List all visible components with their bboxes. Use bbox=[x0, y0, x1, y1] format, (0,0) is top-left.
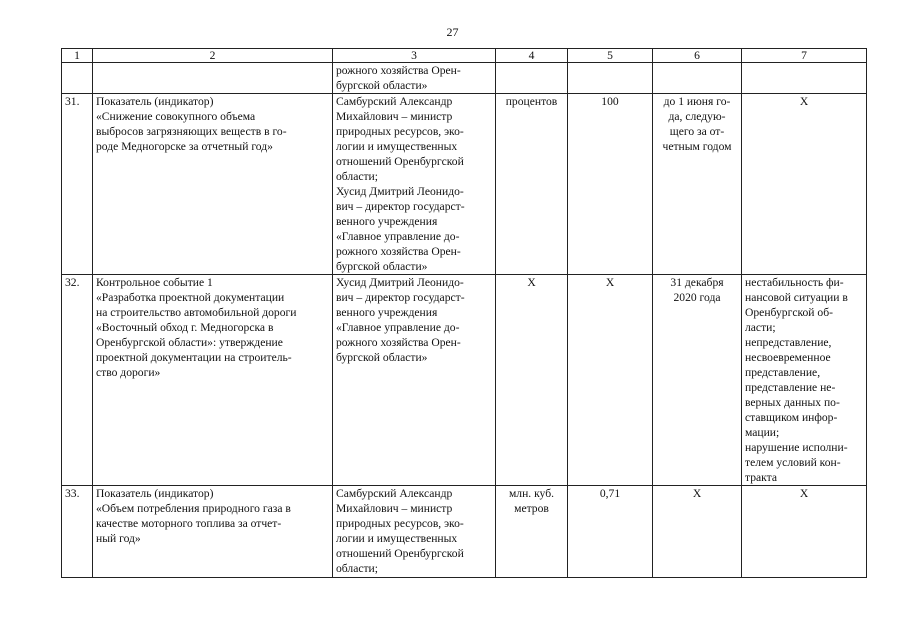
row-deadline: 31 декабря 2020 года bbox=[653, 275, 742, 486]
row-unit: X bbox=[496, 275, 568, 486]
header-col-5: 5 bbox=[568, 49, 653, 63]
header-col-1: 1 bbox=[62, 49, 93, 63]
row-description: Контрольное событие 1 «Разработка проектной документации на строительство автомобильной дороги «Восточный обход г. Медногорска в Оренбургской области»: утверждение проектной документации на строитель- ство дороги» bbox=[93, 275, 333, 486]
row-responsible: Хусид Дмитрий Леонидо- вич – директор государст- венного учреждения «Главное управление до- рожного хозяйства Орен- бургской области» bbox=[333, 275, 496, 486]
header-col-2: 2 bbox=[93, 49, 333, 63]
row-value: 100 bbox=[568, 94, 653, 275]
row-responsible: Самбурский Александр Михайлович – министр природных ресурсов, эко- логии и имущественных отношений Оренбургской области; Хусид Дмитрий Леонидо- вич – директор государст- венного учреждения «Главное управление до- рожного хозяйства Орен- бургской области» bbox=[333, 94, 496, 275]
row-unit: процентов bbox=[496, 94, 568, 275]
page-number: 27 bbox=[446, 25, 459, 39]
row-risks: X bbox=[742, 486, 867, 578]
row-deadline: до 1 июня го- да, следую- щего за от- четным годом bbox=[653, 94, 742, 275]
row-number: 32. bbox=[62, 275, 93, 486]
header-row bbox=[62, 49, 867, 63]
row-unit: млн. куб. метров bbox=[496, 486, 568, 578]
plan-table bbox=[61, 48, 867, 578]
continuation-responsible: рожного хозяйства Орен- бургской области» bbox=[333, 63, 496, 94]
continuation-row bbox=[62, 63, 867, 94]
row-value: 0,71 bbox=[568, 486, 653, 578]
row-description: Показатель (индикатор) «Снижение совокупного объема выбросов загрязняющих веществ в го- роде Медногорске за отчетный год» bbox=[93, 94, 333, 275]
row-risks: нестабильность фи- нансовой ситуации в Оренбургской об- ласти; непредставление, несвоевременное представление, представление не- верных данных по- ставщиком инфор- мации; нарушение исполни- телем условий кон- тракта bbox=[742, 275, 867, 486]
row-value: X bbox=[568, 275, 653, 486]
table-row bbox=[62, 486, 867, 578]
row-deadline: X bbox=[653, 486, 742, 578]
row-responsible: Самбурский Александр Михайлович – министр природных ресурсов, эко- логии и имущественных отношений Оренбургской области; bbox=[333, 486, 496, 578]
header-col-7: 7 bbox=[742, 49, 867, 63]
row-risks: X bbox=[742, 94, 867, 275]
row-number: 31. bbox=[62, 94, 93, 275]
header-col-3: 3 bbox=[333, 49, 496, 63]
table-row bbox=[62, 275, 867, 486]
header-col-4: 4 bbox=[496, 49, 568, 63]
row-number: 33. bbox=[62, 486, 93, 578]
table-row bbox=[62, 94, 867, 275]
row-description: Показатель (индикатор) «Объем потребления природного газа в качестве моторного топлива за отчет- ный год» bbox=[93, 486, 333, 578]
header-col-6: 6 bbox=[653, 49, 742, 63]
